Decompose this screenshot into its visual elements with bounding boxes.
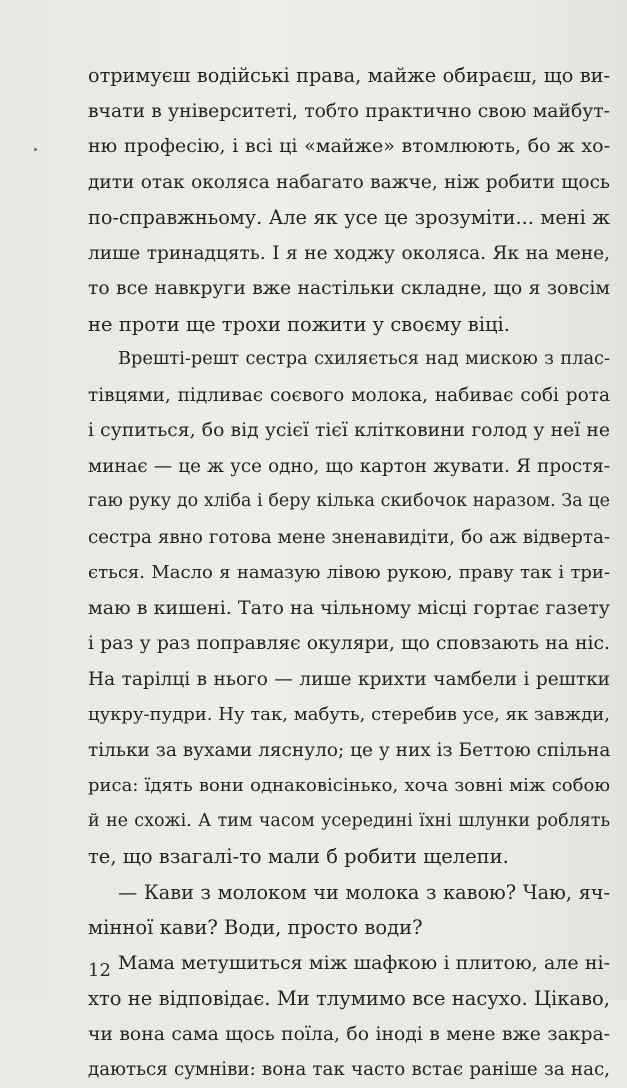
paper-speck — [34, 148, 37, 151]
text-line: й не схожі. А тим часом усередині їхні шлунки роблять — [88, 810, 610, 831]
text-line: цукру-пудри. Ну так, мабуть, стеребив усе, як завжди, — [88, 704, 610, 725]
paragraph-first-line: Врешті-решт сестра схиляється над мискою з плас- — [118, 349, 610, 369]
text-line: гаю руку до хліба і беру кілька скибочок наразом. За це — [88, 491, 610, 511]
text-line: тільки за вухами ляснуло; це у них із Беттою спільна — [88, 739, 611, 761]
text-line: ється. Масло я намазую лівою рукою, праву так і три- — [88, 562, 610, 583]
text-line: і раз у раз поправляє окуляри, що сповзають на ніс. — [88, 633, 610, 654]
text-line: хто не відповідає. Ми тлумимо все насухо. Цікаво, — [88, 987, 610, 1010]
text-line: риса: їдять вони однаковісінько, хоча зовні між собою — [88, 775, 610, 796]
text-line: минає — це ж усе одно, що картон жувати. Я простя- — [88, 455, 610, 477]
paragraph-first-line: Мама метушиться між шафкою і плитою, але ні- — [118, 951, 610, 974]
text-line: не проти ще трохи пожити у своєму віці. — [88, 312, 510, 336]
text-line: На тарілці в нього — лише крихти чамбели і рештки — [88, 668, 610, 690]
text-line: чи вона сама щось поїла, бо іноді в мене вже закра- — [88, 1023, 610, 1045]
text-line: ню професію, і всі ці «майже» втомлюють, бо ж хо- — [88, 135, 610, 157]
text-line: тівцями, підливає соєвого молока, набиває собі рота — [88, 384, 610, 406]
page-number: 12 — [88, 960, 111, 981]
text-line: то все навкруги вже настільки складне, що я зовсім — [88, 278, 610, 299]
text-line: отримуєш водійські права, майже обираєш, що ви- — [88, 64, 610, 87]
body-text — [88, 58, 610, 1088]
text-line: лише тринадцять. І я не ходжу околяса. Як на мене, — [88, 242, 610, 264]
text-line: сестра явно готова мене зненавидіти, бо аж відверта- — [88, 526, 610, 548]
dialogue-line: мінної кави? Води, просто води? — [88, 916, 423, 939]
text-line: те, що взагалі-то мали б робити щелепи. — [88, 845, 509, 868]
text-line: маю в кишені. Тато на чільному місці гортає газету — [88, 596, 610, 619]
text-line: дити отак околяса набагато важче, ніж робити щось — [88, 171, 610, 193]
text-line: і супиться, бо від усієї тієї клітковини голод у неї не — [88, 420, 610, 441]
text-line: даються сумніви: вона так часто встає раніше за нас, — [88, 1059, 610, 1080]
text-line: по-справжньому. Але як усе це зрозуміти... мені ж — [88, 206, 610, 229]
text-line: вчати в університеті, тобто практично свою майбут- — [88, 100, 610, 122]
dialogue-line: — Кави з молоком чи молока з кавою? Чаю, яч- — [118, 880, 610, 904]
